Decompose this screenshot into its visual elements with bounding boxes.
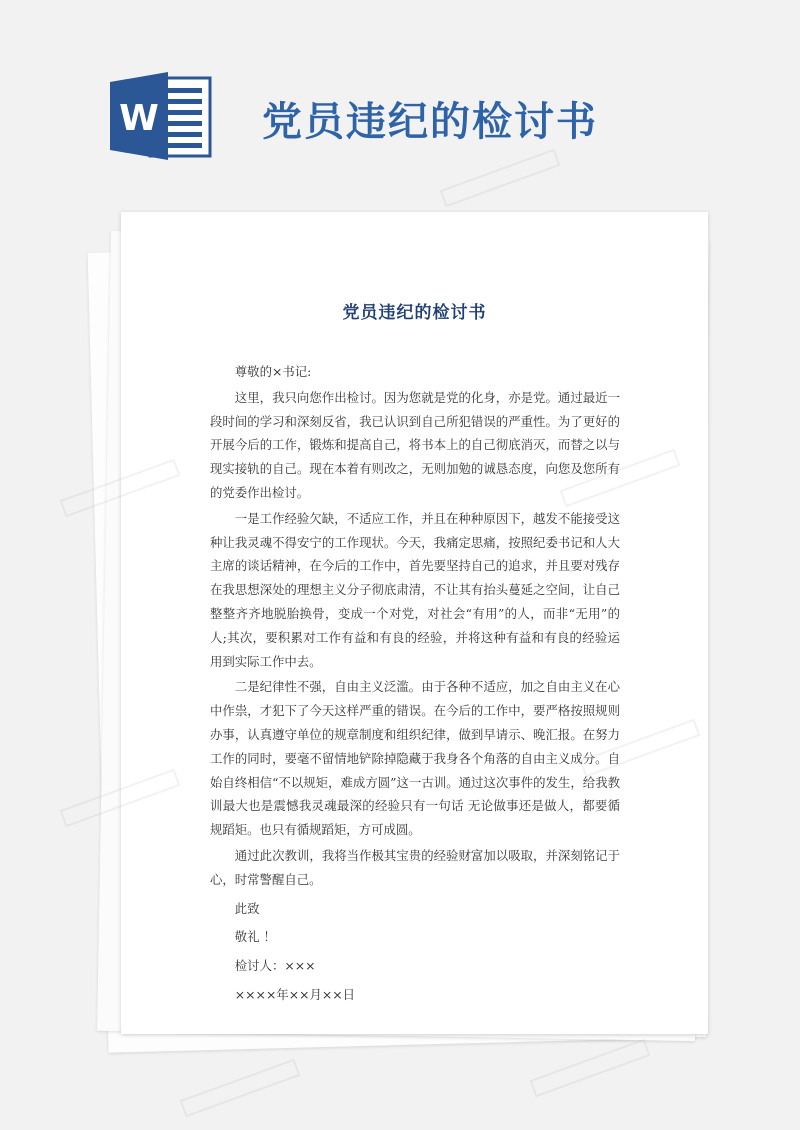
document-page <box>121 212 708 1034</box>
paragraph: 二是纪律性不强，自由主义泛滥。由于各种不适应，加之自由主义在心中作祟，才犯下了今天这样严重的错误。在今后的工作中，要严格按照规则办事，认真遵守单位的规章制度和组织纪律，做到早请示、晚汇报。在努力工作的同时，要毫不留情地铲除掉隐藏于我身各个角落的自由主义成分。自始自终相信“不以规矩，难成方圆”这一古训。通过这次事件的发生，给我教训最大也是震憾我灵魂最深的经验只有一句话 无论做事还是做人，都要循规蹈矩。也只有循规蹈矩，方可成圆。 <box>210 679 620 838</box>
banner-title: 党员违纪的检讨书 <box>262 99 598 145</box>
document-body <box>210 360 620 1007</box>
salutation: 尊敬的×书记: <box>234 364 312 379</box>
paragraph: 一是工作经验欠缺，不适应工作，并且在种种原因下，越发不能接受这种让我灵魂不得安宁的工作现状。今天，我痛定思痛，按照纪委书记和人大主席的谈话精神，在今后的工作中，首先要坚持自己的追求，并且要对残存在我思想深处的理想主义分子彻底肃清，不让其有抬头蔓延之空间，让自己整整齐齐地脱胎换骨，变成一个对党，对社会“有用”的人，而非“无用”的人;其次，要积累对工作有益和有良的经验，并将这种有益和有良的经验运用到实际工作中去。 <box>210 510 620 669</box>
document-title: 党员违纪的检讨书 <box>342 303 487 323</box>
date-line: ××××年××月××日 <box>234 986 356 1002</box>
paragraph: 通过此次教训，我将当作极其宝贵的经验财富加以吸取，并深刻铭记于心，时常警醒自己。 <box>210 847 620 887</box>
word-icon-letter: W <box>119 98 159 139</box>
closing-line: 此致 <box>234 900 260 916</box>
paragraph: 这里，我只向您作出检讨。因为您就是党的化身，亦是党。通过最近一段时间的学习和深刻反省，我已认识到自己所犯错误的严重性。为了更好的开展今后的工作，锻炼和提高自己，将书本上的自己彻底消灭，而替之以与现实接轨的自己。现在本着有则改之，无则加勉的诚恳态度，向您及您所有的党委作出检讨。 <box>210 389 620 500</box>
word-doc-icon <box>110 72 214 160</box>
signature: 检讨人：××× <box>234 958 316 974</box>
closing-salute: 敬礼 ！ <box>234 929 276 945</box>
page-header <box>0 0 800 200</box>
